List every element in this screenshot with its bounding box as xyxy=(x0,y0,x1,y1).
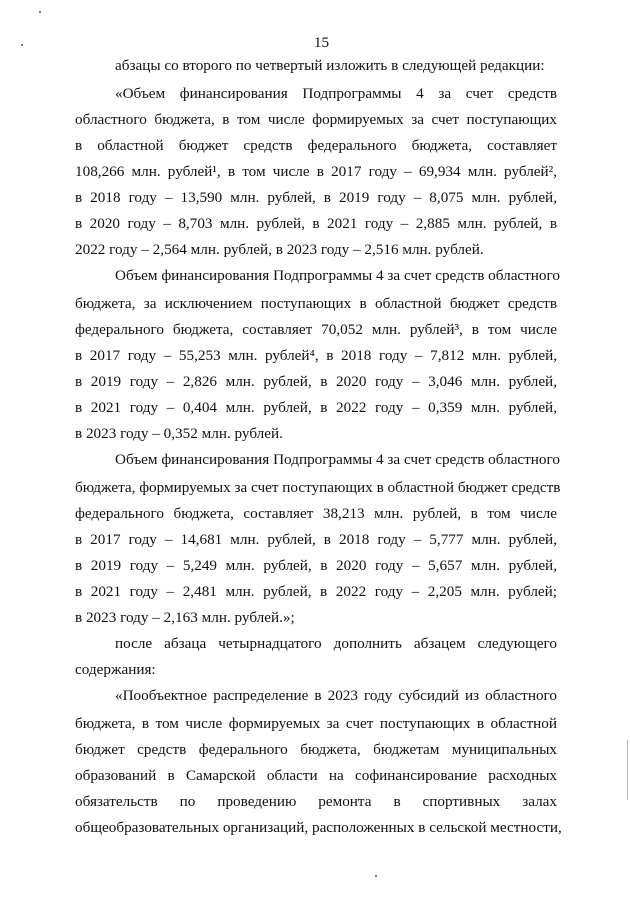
text-line: федерального бюджета, составляет 70,052 млн. рублей³, в том числе xyxy=(75,321,557,338)
text-line: в 2021 году – 2,481 млн. рублей, в 2022 году – 2,205 млн. рублей; xyxy=(75,583,557,600)
text-line: бюджета, в том числе формируемых за счет поступающих в областной xyxy=(75,715,557,732)
text-line: образований в Самарской области на софинансирование расходных xyxy=(75,767,557,784)
text-line: «Пообъектное распределение в 2023 году субсидий из областного xyxy=(115,687,557,704)
text-line: в 2021 году – 0,404 млн. рублей, в 2022 году – 0,359 млн. рублей, xyxy=(75,399,557,416)
text-line: в областной бюджет средств федерального бюджета, составляет xyxy=(75,137,557,154)
text-line: в 2019 году – 5,249 млн. рублей, в 2020 году – 5,657 млн. рублей, xyxy=(75,557,557,574)
text-line: «Объем финансирования Подпрограммы 4 за счет средств xyxy=(115,85,557,102)
text-line: в 2023 году – 2,163 млн. рублей.»; xyxy=(75,609,295,626)
text-line: содержания: xyxy=(75,661,156,678)
text-line: в 2020 году – 8,703 млн. рублей, в 2021 году – 2,885 млн. рублей, в xyxy=(75,215,557,232)
text-line: бюджет средств федерального бюджета, бюджетам муниципальных xyxy=(75,741,557,758)
text-line: в 2019 году – 2,826 млн. рублей, в 2020 году – 3,046 млн. рублей, xyxy=(75,373,557,390)
text-line: в 2018 году – 13,590 млн. рублей, в 2019 году – 8,075 млн. рублей, xyxy=(75,189,557,206)
scan-edge-mark xyxy=(627,740,628,800)
text-line: Объем финансирования Подпрограммы 4 за счет средств областного xyxy=(115,451,560,468)
text-line: абзацы со второго по четвертый изложить в следующей редакции: xyxy=(115,57,545,74)
text-line: в 2023 году – 0,352 млн. рублей. xyxy=(75,425,283,442)
text-line: областного бюджета, в том числе формируемых за счет поступающих xyxy=(75,111,557,128)
text-line: федерального бюджета, составляет 38,213 млн. рублей, в том числе xyxy=(75,505,557,522)
text-line: 108,266 млн. рублей¹, в том числе в 2017 году – 69,934 млн. рублей², xyxy=(75,163,557,180)
text-line: 2022 году – 2,564 млн. рублей, в 2023 году – 2,516 млн. рублей. xyxy=(75,241,484,258)
text-line: общеобразовательных организаций, расположенных в сельской местности, xyxy=(75,819,562,836)
text-line: бюджета, за исключением поступающих в областной бюджет средств xyxy=(75,295,557,312)
text-line: бюджета, формируемых за счет поступающих в областной бюджет средств xyxy=(75,479,561,496)
scan-speck xyxy=(39,11,41,13)
text-line: после абзаца четырнадцатого дополнить абзацем следующего xyxy=(115,635,557,652)
scan-speck xyxy=(21,44,23,46)
text-line: обязательств по проведению ремонта в спортивных залах xyxy=(75,793,557,810)
text-line: Объем финансирования Подпрограммы 4 за счет средств областного xyxy=(115,267,560,284)
text-line: в 2017 году – 55,253 млн. рублей⁴, в 2018 году – 7,812 млн. рублей, xyxy=(75,347,557,364)
text-line: в 2017 году – 14,681 млн. рублей, в 2018 году – 5,777 млн. рублей, xyxy=(75,531,557,548)
scan-speck xyxy=(375,875,377,877)
page-number: 15 xyxy=(313,34,330,51)
